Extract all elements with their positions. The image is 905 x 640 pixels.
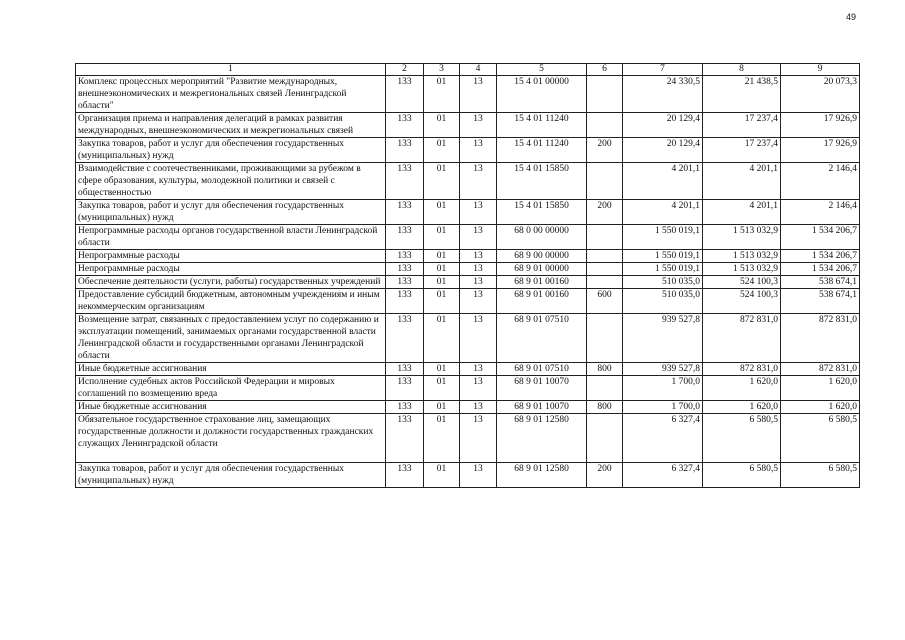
cell-grbs: 133: [386, 76, 424, 113]
cell-amount-year-3: 17 926,9: [781, 138, 860, 163]
cell-amount-year-3: 6 580,5: [781, 414, 860, 463]
cell-subsection: 13: [460, 163, 497, 200]
cell-expense-type: 600: [587, 289, 623, 314]
cell-name: Обязательное государственное страхование лиц, замещающих государственные должности и должности государственных гражданских служащих Ленинградской области: [76, 414, 386, 463]
cell-name: Непрограммные расходы: [76, 250, 386, 263]
cell-expense-type: [587, 376, 623, 401]
column-header: 2: [386, 64, 424, 76]
cell-target-article: 68 9 01 00000: [497, 263, 587, 276]
cell-grbs: 133: [386, 163, 424, 200]
column-header: 4: [460, 64, 497, 76]
cell-amount-year-1: 6 327,4: [623, 414, 703, 463]
cell-grbs: 133: [386, 250, 424, 263]
cell-amount-year-3: 1 534 206,7: [781, 225, 860, 250]
cell-target-article: 68 9 01 00160: [497, 289, 587, 314]
cell-section: 01: [424, 314, 460, 363]
cell-name: Комплекс процессных мероприятий "Развитие международных, внешнеэкономических и межрегиональных связей Ленинградской области": [76, 76, 386, 113]
cell-amount-year-2: 524 100,3: [703, 289, 781, 314]
cell-subsection: 13: [460, 113, 497, 138]
table-row: [76, 263, 860, 276]
cell-amount-year-2: 17 237,4: [703, 138, 781, 163]
cell-target-article: 68 9 01 07510: [497, 314, 587, 363]
cell-amount-year-1: 4 201,1: [623, 163, 703, 200]
table-row: [76, 200, 860, 225]
cell-amount-year-3: 538 674,1: [781, 276, 860, 289]
cell-section: 01: [424, 463, 460, 488]
cell-name: Предоставление субсидий бюджетным, автономным учреждениям и иным некоммерческим организациям: [76, 289, 386, 314]
cell-target-article: 68 9 01 12580: [497, 463, 587, 488]
cell-section: 01: [424, 276, 460, 289]
cell-amount-year-1: 1 700,0: [623, 376, 703, 401]
cell-name: Организация приема и направления делегаций в рамках развития международных, внешнеэкономических и межрегиональных связей: [76, 113, 386, 138]
cell-amount-year-3: 2 146,4: [781, 163, 860, 200]
table-row: [76, 163, 860, 200]
cell-subsection: 13: [460, 225, 497, 250]
cell-subsection: 13: [460, 263, 497, 276]
cell-amount-year-2: 17 237,4: [703, 113, 781, 138]
cell-amount-year-2: 6 580,5: [703, 414, 781, 463]
cell-subsection: 13: [460, 276, 497, 289]
cell-amount-year-2: 4 201,1: [703, 163, 781, 200]
cell-amount-year-1: 1 700,0: [623, 401, 703, 414]
cell-grbs: 133: [386, 463, 424, 488]
cell-subsection: 13: [460, 414, 497, 463]
cell-amount-year-3: 17 926,9: [781, 113, 860, 138]
cell-grbs: 133: [386, 363, 424, 376]
table-row: [76, 225, 860, 250]
cell-section: 01: [424, 376, 460, 401]
cell-amount-year-1: 20 129,4: [623, 138, 703, 163]
cell-expense-type: 200: [587, 138, 623, 163]
cell-expense-type: [587, 263, 623, 276]
cell-amount-year-2: 4 201,1: [703, 200, 781, 225]
cell-amount-year-3: 872 831,0: [781, 363, 860, 376]
cell-target-article: 15 4 01 11240: [497, 138, 587, 163]
cell-amount-year-1: 4 201,1: [623, 200, 703, 225]
cell-subsection: 13: [460, 200, 497, 225]
cell-section: 01: [424, 414, 460, 463]
cell-grbs: 133: [386, 414, 424, 463]
cell-section: 01: [424, 113, 460, 138]
cell-subsection: 13: [460, 363, 497, 376]
cell-target-article: 15 4 01 15850: [497, 163, 587, 200]
cell-amount-year-2: 6 580,5: [703, 463, 781, 488]
cell-target-article: 15 4 01 11240: [497, 113, 587, 138]
cell-amount-year-1: 939 527,8: [623, 314, 703, 363]
cell-name: Иные бюджетные ассигнования: [76, 363, 386, 376]
cell-subsection: 13: [460, 463, 497, 488]
cell-name: Закупка товаров, работ и услуг для обеспечения государственных (муниципальных) нужд: [76, 463, 386, 488]
cell-amount-year-2: 1 513 032,9: [703, 263, 781, 276]
table-row: [76, 113, 860, 138]
cell-amount-year-2: 1 620,0: [703, 401, 781, 414]
cell-grbs: 133: [386, 289, 424, 314]
cell-section: 01: [424, 263, 460, 276]
cell-amount-year-1: 1 550 019,1: [623, 250, 703, 263]
cell-amount-year-1: 939 527,8: [623, 363, 703, 376]
cell-expense-type: 200: [587, 200, 623, 225]
cell-name: Непрограммные расходы органов государственной власти Ленинградской области: [76, 225, 386, 250]
cell-section: 01: [424, 200, 460, 225]
cell-amount-year-1: 1 550 019,1: [623, 225, 703, 250]
table-body: [76, 76, 860, 488]
cell-amount-year-3: 872 831,0: [781, 314, 860, 363]
cell-section: 01: [424, 163, 460, 200]
cell-amount-year-3: 1 620,0: [781, 401, 860, 414]
cell-amount-year-1: 24 330,5: [623, 76, 703, 113]
cell-amount-year-1: 1 550 019,1: [623, 263, 703, 276]
cell-amount-year-1: 510 035,0: [623, 289, 703, 314]
column-header: 7: [623, 64, 703, 76]
cell-expense-type: 200: [587, 463, 623, 488]
table-header-row: [76, 64, 860, 76]
table-row: [76, 138, 860, 163]
cell-name: Взаимодействие с соотечественниками, проживающими за рубежом в сфере образования, культуры, молодежной политики и связей с общественностью: [76, 163, 386, 200]
table-row: [76, 314, 860, 363]
cell-expense-type: 800: [587, 363, 623, 376]
cell-target-article: 68 9 01 00160: [497, 276, 587, 289]
cell-amount-year-3: 1 534 206,7: [781, 250, 860, 263]
table-row: [76, 401, 860, 414]
cell-amount-year-2: 872 831,0: [703, 363, 781, 376]
cell-grbs: 133: [386, 113, 424, 138]
table-row: [76, 250, 860, 263]
cell-expense-type: [587, 225, 623, 250]
cell-expense-type: [587, 414, 623, 463]
cell-section: 01: [424, 250, 460, 263]
cell-target-article: 68 9 01 10070: [497, 376, 587, 401]
cell-name: Закупка товаров, работ и услуг для обеспечения государственных (муниципальных) нужд: [76, 138, 386, 163]
cell-expense-type: [587, 250, 623, 263]
cell-amount-year-2: 1 513 032,9: [703, 225, 781, 250]
page-number: 49: [846, 12, 857, 22]
table-row: [76, 414, 860, 463]
cell-amount-year-2: 21 438,5: [703, 76, 781, 113]
cell-name: Иные бюджетные ассигнования: [76, 401, 386, 414]
cell-amount-year-3: 2 146,4: [781, 200, 860, 225]
cell-grbs: 133: [386, 138, 424, 163]
cell-expense-type: [587, 163, 623, 200]
cell-target-article: 68 0 00 00000: [497, 225, 587, 250]
cell-subsection: 13: [460, 76, 497, 113]
cell-target-article: 15 4 01 15850: [497, 200, 587, 225]
column-header: 1: [76, 64, 386, 76]
cell-amount-year-3: 538 674,1: [781, 289, 860, 314]
table-row: [76, 376, 860, 401]
cell-name: Возмещение затрат, связанных с предоставлением услуг по содержанию и эксплуатации помещений, занимаемых органами государственной власти Ленинградской области и государственными органами Ленинградской области: [76, 314, 386, 363]
cell-amount-year-3: 20 073,3: [781, 76, 860, 113]
cell-section: 01: [424, 401, 460, 414]
cell-subsection: 13: [460, 314, 497, 363]
cell-grbs: 133: [386, 314, 424, 363]
cell-grbs: 133: [386, 276, 424, 289]
cell-name: Исполнение судебных актов Российской Федерации и мировых соглашений по возмещению вреда: [76, 376, 386, 401]
budget-table: [75, 63, 860, 488]
cell-expense-type: 800: [587, 401, 623, 414]
column-header: 9: [781, 64, 860, 76]
cell-section: 01: [424, 363, 460, 376]
cell-subsection: 13: [460, 250, 497, 263]
cell-amount-year-1: 6 327,4: [623, 463, 703, 488]
cell-target-article: 68 9 01 07510: [497, 363, 587, 376]
cell-grbs: 133: [386, 401, 424, 414]
cell-amount-year-1: 20 129,4: [623, 113, 703, 138]
cell-section: 01: [424, 138, 460, 163]
cell-target-article: 68 9 01 10070: [497, 401, 587, 414]
cell-subsection: 13: [460, 401, 497, 414]
cell-expense-type: [587, 314, 623, 363]
cell-expense-type: [587, 76, 623, 113]
cell-amount-year-1: 510 035,0: [623, 276, 703, 289]
column-header: 5: [497, 64, 587, 76]
cell-amount-year-3: 1 620,0: [781, 376, 860, 401]
cell-expense-type: [587, 113, 623, 138]
table-row: [76, 363, 860, 376]
cell-target-article: 68 9 01 12580: [497, 414, 587, 463]
cell-amount-year-2: 872 831,0: [703, 314, 781, 363]
cell-amount-year-2: 524 100,3: [703, 276, 781, 289]
cell-amount-year-3: 6 580,5: [781, 463, 860, 488]
cell-name: Непрограммные расходы: [76, 263, 386, 276]
cell-name: Закупка товаров, работ и услуг для обеспечения государственных (муниципальных) нужд: [76, 200, 386, 225]
column-header: 8: [703, 64, 781, 76]
cell-expense-type: [587, 276, 623, 289]
cell-subsection: 13: [460, 376, 497, 401]
cell-grbs: 133: [386, 263, 424, 276]
cell-section: 01: [424, 76, 460, 113]
cell-target-article: 15 4 01 00000: [497, 76, 587, 113]
cell-target-article: 68 9 00 00000: [497, 250, 587, 263]
cell-amount-year-2: 1 620,0: [703, 376, 781, 401]
table-row: [76, 463, 860, 488]
cell-section: 01: [424, 289, 460, 314]
table-row: [76, 289, 860, 314]
table-row: [76, 276, 860, 289]
cell-grbs: 133: [386, 225, 424, 250]
cell-grbs: 133: [386, 376, 424, 401]
cell-amount-year-2: 1 513 032,9: [703, 250, 781, 263]
cell-name: Обеспечение деятельности (услуги, работы) государственных учреждений: [76, 276, 386, 289]
cell-section: 01: [424, 225, 460, 250]
cell-grbs: 133: [386, 200, 424, 225]
column-header: 3: [424, 64, 460, 76]
column-header: 6: [587, 64, 623, 76]
cell-subsection: 13: [460, 138, 497, 163]
table-row: [76, 76, 860, 113]
cell-amount-year-3: 1 534 206,7: [781, 263, 860, 276]
cell-subsection: 13: [460, 289, 497, 314]
